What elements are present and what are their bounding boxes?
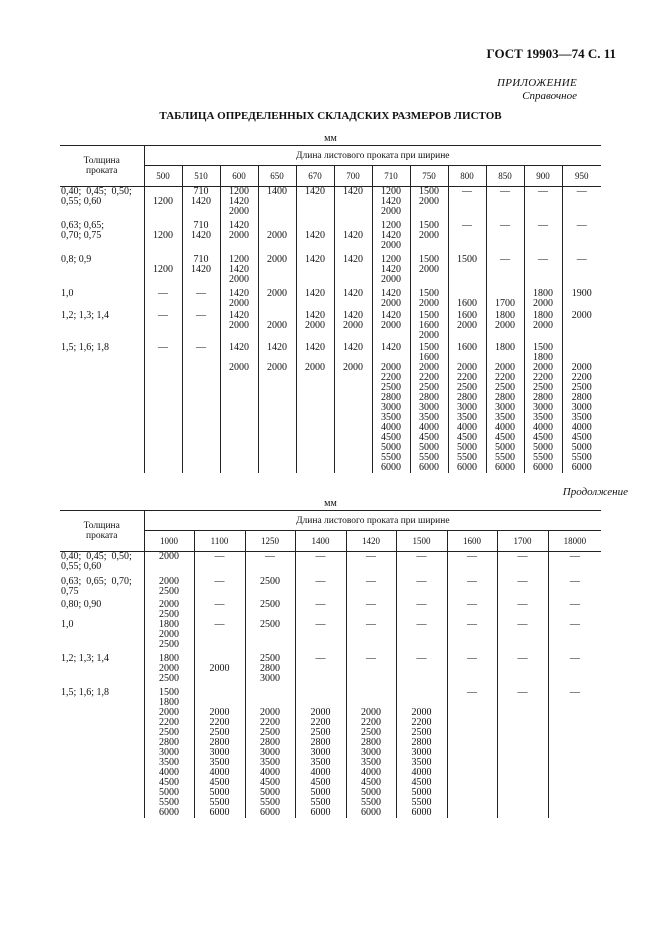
length-cell: —	[497, 552, 548, 577]
length-cell: —	[396, 600, 447, 620]
table-row	[60, 600, 601, 620]
length-cell: 2000	[258, 255, 296, 289]
width-header-cell: 750	[410, 166, 448, 187]
length-cell: —	[448, 187, 486, 221]
length-cell: 2000	[194, 654, 245, 688]
length-cell: 1420	[334, 255, 372, 289]
length-cell: 1200	[144, 221, 182, 255]
length-cell: 2000 2500	[144, 577, 194, 600]
length-cell: 1500 1800 2000 2200 2500 2800 3000 3500 4000 4500 5000 5500 6000	[144, 688, 194, 818]
continuation-label: Продолжение	[562, 486, 628, 498]
length-cell: —	[486, 187, 524, 221]
length-cell: 1600	[448, 289, 486, 311]
length-cell: —	[346, 577, 396, 600]
length-cell: 2500	[245, 577, 295, 600]
length-cell: 2000 2200 2500 2800 3000 3500 4000 4500 5000 5500 6000	[396, 688, 447, 818]
length-cell: 1500 1800 2000 2200 2500 2800 3000 3500 4000 4500 5000 5500 6000	[524, 343, 562, 473]
length-cell: —	[497, 620, 548, 654]
length-cell: 1420	[334, 289, 372, 311]
length-cell: 1420 2000	[296, 343, 334, 473]
appendix-sublabel: Справочное	[522, 90, 577, 102]
length-cell: 2500	[245, 600, 295, 620]
width-header-cell: 1250	[245, 531, 295, 552]
length-cell: 2000	[562, 311, 601, 343]
length-cell: —	[144, 289, 182, 311]
length-cell: —	[144, 311, 182, 343]
length-cell: —	[396, 577, 447, 600]
length-cell: —	[447, 654, 497, 688]
length-cell: —	[346, 620, 396, 654]
length-cell: 1420 2000	[334, 343, 372, 473]
length-cell: —	[548, 552, 601, 577]
length-cell: 1500 1600 2000	[410, 311, 448, 343]
length-cell: —	[194, 552, 245, 577]
length-cell: 1200 1420 2000	[372, 187, 410, 221]
length-cell: 1420 2000	[334, 311, 372, 343]
length-cell: 1900	[562, 289, 601, 311]
length-cell: 1420	[296, 221, 334, 255]
length-cell: 1420 2000	[372, 289, 410, 311]
length-cell: 710 1420	[182, 221, 220, 255]
thickness-header	[60, 511, 144, 552]
thickness-cell: 1,5; 1,6; 1,8	[61, 341, 110, 353]
length-cell: 1500 2000	[410, 221, 448, 255]
length-cell: —	[295, 654, 346, 688]
length-cell: 1200 1420 2000	[220, 255, 258, 289]
length-cell: 2000 2200 2500 2800 3000 3500 4000 4500 5000 5500 6000	[562, 343, 601, 473]
length-cell: 1200	[144, 187, 182, 221]
sizes-table-2	[60, 510, 601, 818]
table-row	[60, 311, 601, 343]
length-cell: 1800 2000	[524, 311, 562, 343]
thickness-cell: 0,63; 0,65; 0,70; 0,75	[61, 219, 105, 241]
length-cell: —	[346, 600, 396, 620]
length-cell: —	[396, 552, 447, 577]
length-cell: —	[497, 577, 548, 600]
sizes-table-1	[60, 145, 601, 473]
width-header-cell: 850	[486, 166, 524, 187]
thickness-cell: 0,63; 0,65; 0,70; 0,75	[61, 575, 132, 597]
width-header-cell: 1400	[295, 531, 346, 552]
length-cell: 1700	[486, 289, 524, 311]
table-row	[60, 654, 601, 688]
thickness-cell: 0,40; 0,45; 0,50; 0,55; 0,60	[61, 186, 132, 207]
length-cell: —	[548, 577, 601, 600]
table-row	[60, 343, 601, 473]
length-cell: —	[447, 552, 497, 577]
length-cell: 1420	[334, 187, 372, 221]
length-cell: 1200 1420 2000	[220, 187, 258, 221]
width-header-cell: 950	[562, 166, 601, 187]
width-header-cell: 1420	[346, 531, 396, 552]
width-header-cell: 900	[524, 166, 562, 187]
length-cell: 1800 2000	[524, 289, 562, 311]
length-cell: 1420	[296, 187, 334, 221]
length-cell: —	[524, 221, 562, 255]
length-cell: 1500 2000	[410, 187, 448, 221]
length-cell: 1200 1420 2000	[372, 255, 410, 289]
length-cell: 1420 2000	[220, 343, 258, 473]
width-header-cell: 1000	[144, 531, 194, 552]
table-row	[60, 221, 601, 255]
length-cell: —	[346, 654, 396, 688]
length-cell: —	[497, 654, 548, 688]
length-cell: 1420	[296, 255, 334, 289]
length-cell: —	[497, 688, 548, 818]
length-cell: —	[182, 343, 220, 473]
length-cell: 1200	[144, 255, 182, 289]
length-cell: 1420 2000	[258, 343, 296, 473]
thickness-cell: 1,2; 1,3; 1,4	[61, 652, 110, 664]
length-cell: 2000 2200 2500 2800 3000 3500 4000 4500 5000 5500 6000	[295, 688, 346, 818]
table-row	[60, 289, 601, 311]
length-cell: —	[194, 620, 245, 654]
length-cell: 2000 2200 2500 2800 3000 3500 4000 4500 5000 5500 6000	[245, 688, 295, 818]
length-cell: —	[194, 600, 245, 620]
length-cell: 2000 2200 2500 2800 3000 3500 4000 4500 5000 5500 6000	[194, 688, 245, 818]
length-cell: 2000	[258, 311, 296, 343]
unit-label: мм	[324, 498, 337, 509]
length-cell: 2000 2200 2500 2800 3000 3500 4000 4500 5000 5500 6000	[346, 688, 396, 818]
width-header-cell: 670	[296, 166, 334, 187]
length-cell: 1420	[296, 289, 334, 311]
length-cell: —	[486, 221, 524, 255]
thickness-cell: 1,5; 1,6; 1,8	[61, 686, 110, 698]
length-cell: 1800 2000 2500	[144, 654, 194, 688]
thickness-cell: 0,8; 0,9	[61, 253, 92, 265]
length-cell: —	[524, 187, 562, 221]
width-header-cell: 510	[182, 166, 220, 187]
width-header-cell: 18000	[548, 531, 601, 552]
length-cell: —	[486, 255, 524, 289]
thickness-cell: 0,40; 0,45; 0,50; 0,55; 0,60	[61, 551, 132, 572]
length-cell: —	[447, 577, 497, 600]
length-cell: 1500	[448, 255, 486, 289]
length-cell: —	[396, 620, 447, 654]
width-header-cell: 800	[448, 166, 486, 187]
width-header-cell: 1100	[194, 531, 245, 552]
length-cell: 1420 2000	[220, 221, 258, 255]
length-cell: —	[447, 620, 497, 654]
thickness-header	[60, 146, 144, 187]
thickness-cell: 0,80; 0,90	[61, 598, 102, 610]
width-header-cell: 710	[372, 166, 410, 187]
width-header-cell: 500	[144, 166, 182, 187]
length-cell: 1400	[258, 187, 296, 221]
length-cell: —	[182, 311, 220, 343]
length-cell: 1420	[334, 221, 372, 255]
length-cell: —	[562, 221, 601, 255]
width-header-cell: 700	[334, 166, 372, 187]
length-cell: 1800 2000 2500	[144, 620, 194, 654]
length-cell: —	[497, 600, 548, 620]
length-cell: —	[448, 221, 486, 255]
length-cell: —	[144, 343, 182, 473]
length-cell: —	[562, 187, 601, 221]
length-cell: 1420 2000	[372, 311, 410, 343]
length-cell: 1500 2000	[410, 255, 448, 289]
appendix-label: ПРИЛОЖЕНИЕ	[497, 77, 577, 89]
length-cell: —	[396, 654, 447, 688]
length-cell: 1600 2000	[448, 311, 486, 343]
length-cell: —	[548, 620, 601, 654]
length-cell: 2500	[245, 620, 295, 654]
unit-label: мм	[324, 133, 337, 144]
length-cell: 1200 1420 2000	[372, 221, 410, 255]
length-cell: 2000 2500	[144, 600, 194, 620]
thickness-cell: 1,2; 1,3; 1,4	[61, 309, 110, 321]
table-row	[60, 552, 601, 577]
table-row	[60, 187, 601, 221]
length-cell: —	[447, 688, 497, 818]
table-row	[60, 577, 601, 600]
table-row	[60, 255, 601, 289]
table-row	[60, 620, 601, 654]
length-cell: —	[295, 620, 346, 654]
width-header-cell: 1600	[447, 531, 497, 552]
length-cell: 1420 2000	[220, 289, 258, 311]
length-span-header: Длина листового проката при ширине	[144, 511, 601, 531]
width-header-cell: 600	[220, 166, 258, 187]
length-cell: —	[346, 552, 396, 577]
width-header-cell: 1700	[497, 531, 548, 552]
length-cell: 2000	[144, 552, 194, 577]
length-cell: —	[182, 289, 220, 311]
length-cell: —	[562, 255, 601, 289]
width-header-cell: 1500	[396, 531, 447, 552]
length-cell: —	[245, 552, 295, 577]
table-title: ТАБЛИЦА ОПРЕДЕЛЕННЫХ СКЛАДСКИХ РАЗМЕРОВ ЛИСТОВ	[159, 110, 502, 122]
length-cell: 710 1420	[182, 255, 220, 289]
table-row	[60, 688, 601, 818]
length-cell: 2000	[258, 289, 296, 311]
length-cell: —	[295, 600, 346, 620]
length-cell: 1420 2000	[296, 311, 334, 343]
length-cell: 1800 2000 2200 2500 2800 3000 3500 4000 4500 5000 5500 6000	[486, 343, 524, 473]
length-cell: —	[447, 600, 497, 620]
length-cell: 2000	[258, 221, 296, 255]
length-cell: 2500 2800 3000	[245, 654, 295, 688]
length-cell: —	[548, 600, 601, 620]
length-cell: —	[548, 654, 601, 688]
thickness-header-text: Толщина проката	[83, 521, 120, 541]
length-cell: 1500 2000	[410, 289, 448, 311]
length-span-header: Длина листового проката при ширине	[144, 146, 601, 166]
length-cell: 1600 2000 2200 2500 2800 3000 3500 4000 4500 5000 5500 6000	[448, 343, 486, 473]
length-cell: 710 1420	[182, 187, 220, 221]
length-cell: —	[524, 255, 562, 289]
thickness-cell: 1,0	[61, 618, 74, 630]
length-cell: —	[295, 577, 346, 600]
length-cell: —	[548, 688, 601, 818]
length-cell: 1420 2000 2200 2500 2800 3000 3500 4000 4500 5000 5500 6000	[372, 343, 410, 473]
thickness-header-text: Толщина проката	[83, 156, 120, 176]
length-cell: 1800 2000	[486, 311, 524, 343]
width-header-cell: 650	[258, 166, 296, 187]
length-cell: 1500 1600 2000 2200 2500 2800 3000 3500 4000 4500 5000 5500 6000	[410, 343, 448, 473]
length-cell: —	[295, 552, 346, 577]
thickness-cell: 1,0	[61, 287, 74, 299]
length-cell: 1420 2000	[220, 311, 258, 343]
document-code: ГОСТ 19903—74 С. 11	[486, 46, 616, 61]
length-cell: —	[194, 577, 245, 600]
